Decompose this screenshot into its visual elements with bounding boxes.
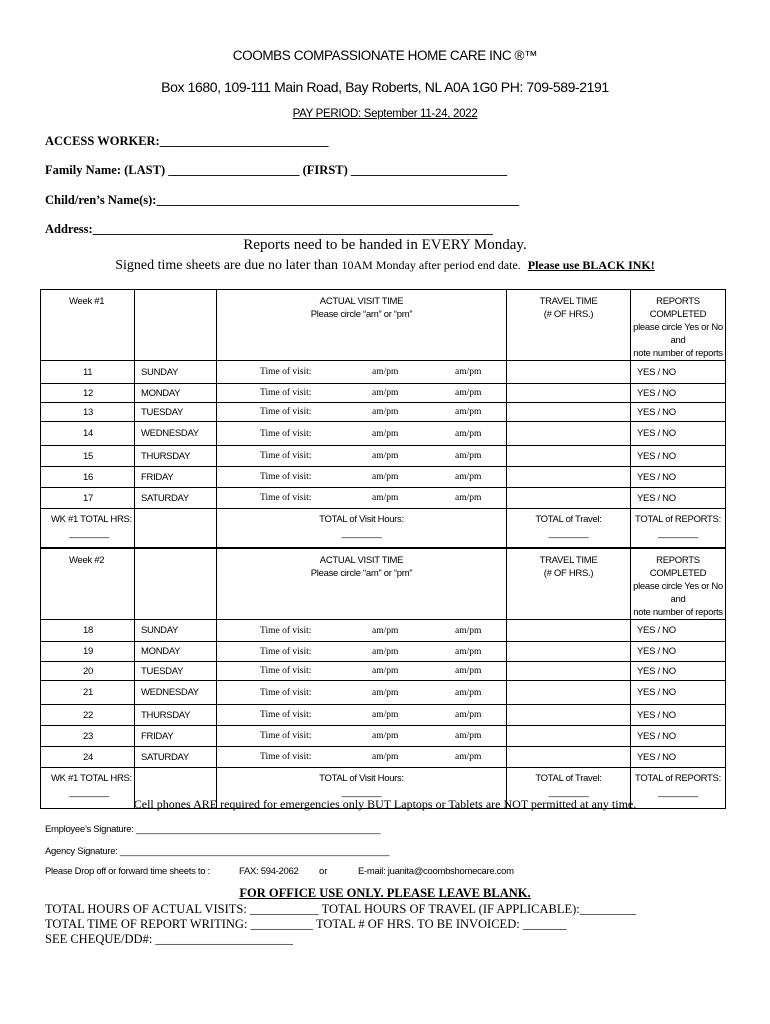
time-of-visit-label: Time of visit:	[260, 367, 312, 377]
week1-total-reports[interactable]: TOTAL of REPORTS: ________	[631, 509, 726, 548]
start-ampm[interactable]: am/pm	[372, 472, 399, 482]
time-of-visit-label: Time of visit:	[260, 472, 312, 482]
start-ampm[interactable]: am/pm	[372, 752, 399, 762]
reports-yes-no[interactable]: YES / NO	[631, 361, 726, 384]
day-number: 15	[41, 446, 135, 467]
week2-total-hours[interactable]: WK #1 TOTAL HRS: ________	[41, 768, 135, 809]
week2-total-travel[interactable]: TOTAL of Travel: ________	[507, 768, 631, 809]
start-ampm[interactable]: am/pm	[372, 493, 399, 503]
time-of-visit-label: Time of visit:	[260, 493, 312, 503]
day-row	[41, 446, 726, 467]
day-name: FRIDAY	[135, 726, 217, 747]
reports-yes-no[interactable]: YES / NO	[631, 662, 726, 681]
day-number: 22	[41, 705, 135, 726]
end-ampm[interactable]: am/pm	[455, 388, 482, 398]
day-number: 16	[41, 467, 135, 488]
time-of-visit-label: Time of visit:	[260, 710, 312, 720]
travel-time-cell[interactable]	[507, 361, 631, 384]
day-name: WEDNESDAY	[135, 422, 217, 446]
week2-reports-header: REPORTS COMPLETED please circle Yes or No and note number of reports	[631, 549, 726, 620]
start-ampm[interactable]: am/pm	[372, 625, 399, 636]
end-ampm[interactable]: am/pm	[455, 731, 482, 741]
day-name: SUNDAY	[135, 620, 217, 642]
reports-yes-no[interactable]: YES / NO	[631, 726, 726, 747]
week2-travel-header: TRAVEL TIME (# OF HRS.)	[507, 549, 631, 620]
visit-time-cell[interactable]	[217, 467, 507, 488]
company-name: COOMBS COMPASSIONATE HOME CARE INC ®™	[232, 48, 538, 63]
start-ampm[interactable]: am/pm	[372, 687, 399, 698]
day-name: SATURDAY	[135, 747, 217, 768]
start-ampm[interactable]: am/pm	[372, 407, 399, 417]
start-ampm[interactable]: am/pm	[372, 666, 399, 676]
day-number: 21	[41, 681, 135, 705]
day-number: 17	[41, 488, 135, 509]
travel-time-cell[interactable]	[507, 705, 631, 726]
reports-yes-no[interactable]: YES / NO	[631, 747, 726, 768]
travel-time-cell[interactable]	[507, 467, 631, 488]
day-row	[41, 403, 726, 422]
end-ampm[interactable]: am/pm	[455, 428, 482, 439]
reports-yes-no[interactable]: YES / NO	[631, 384, 726, 403]
day-name: THURSDAY	[135, 705, 217, 726]
end-ampm[interactable]: am/pm	[455, 367, 482, 377]
visit-time-cell[interactable]	[217, 642, 507, 662]
day-row	[41, 726, 726, 747]
time-of-visit-label: Time of visit:	[260, 687, 312, 698]
end-ampm[interactable]: am/pm	[455, 493, 482, 503]
week1-reports-header: REPORTS COMPLETED please circle Yes or No and note number of reports	[631, 290, 726, 361]
travel-time-cell[interactable]	[507, 488, 631, 509]
reports-yes-no[interactable]: YES / NO	[631, 681, 726, 705]
week1-title: Week #1	[41, 290, 135, 361]
end-ampm[interactable]: am/pm	[455, 752, 482, 762]
day-number: 19	[41, 642, 135, 662]
reports-yes-no[interactable]: YES / NO	[631, 446, 726, 467]
time-of-visit-label: Time of visit:	[260, 646, 312, 657]
day-name: THURSDAY	[135, 446, 217, 467]
day-row	[41, 705, 726, 726]
time-of-visit-label: Time of visit:	[260, 388, 312, 398]
visit-time-cell[interactable]	[217, 446, 507, 467]
access-worker-field[interactable]: ACCESS WORKER:___________________________	[45, 134, 329, 148]
week1-header-row	[41, 290, 726, 361]
week1-total-travel[interactable]: TOTAL of Travel: ________	[507, 509, 631, 548]
end-ampm[interactable]: am/pm	[455, 646, 482, 657]
time-of-visit-label: Time of visit:	[260, 428, 312, 439]
start-ampm[interactable]: am/pm	[372, 646, 399, 657]
time-of-visit-label: Time of visit:	[260, 407, 312, 417]
visit-time-cell[interactable]	[217, 403, 507, 422]
day-row	[41, 620, 726, 642]
cell-phone-notice: Cell phones ARE required for emergencies only BUT Laptops or Tablets are NOT permitted at any time.	[133, 797, 637, 811]
end-ampm[interactable]: am/pm	[455, 666, 482, 676]
reports-yes-no[interactable]: YES / NO	[631, 620, 726, 642]
travel-time-cell[interactable]	[507, 384, 631, 403]
week1-total-hours[interactable]: WK #1 TOTAL HRS: ________	[41, 509, 135, 548]
reports-notice: Reports need to be handed in EVERY Monday.	[243, 237, 527, 253]
reports-yes-no[interactable]: YES / NO	[631, 403, 726, 422]
start-ampm[interactable]: am/pm	[372, 367, 399, 377]
week1-total-visit-hours[interactable]: TOTAL of Visit Hours: ________	[217, 509, 507, 548]
day-number: 24	[41, 747, 135, 768]
travel-time-cell[interactable]	[507, 620, 631, 642]
week2-table	[40, 548, 726, 809]
office-line-visits-travel: TOTAL HOURS OF ACTUAL VISITS: ___________ TOTAL HOURS OF TRAVEL (IF APPLICABLE):_________	[45, 902, 636, 916]
time-of-visit-label: Time of visit:	[260, 625, 312, 636]
week1-day-header	[135, 290, 217, 361]
day-number: 18	[41, 620, 135, 642]
day-number: 11	[41, 361, 135, 384]
start-ampm[interactable]: am/pm	[372, 451, 399, 461]
day-name: TUESDAY	[135, 403, 217, 422]
reports-yes-no[interactable]: YES / NO	[631, 467, 726, 488]
pay-period: PAY PERIOD: September 11-24, 2022	[292, 108, 478, 120]
reports-yes-no[interactable]: YES / NO	[631, 422, 726, 446]
visit-time-cell[interactable]	[217, 361, 507, 384]
week2-day-header	[135, 549, 217, 620]
visit-time-cell[interactable]	[217, 384, 507, 403]
day-number: 20	[41, 662, 135, 681]
day-row	[41, 422, 726, 446]
day-name: WEDNESDAY	[135, 681, 217, 705]
visit-time-cell[interactable]	[217, 662, 507, 681]
employee-signature-field[interactable]: Employee’s Signature: _________________________________________________	[45, 824, 381, 835]
week1-travel-header: TRAVEL TIME (# OF HRS.)	[507, 290, 631, 361]
end-ampm[interactable]: am/pm	[455, 687, 482, 698]
end-ampm[interactable]: am/pm	[455, 407, 482, 417]
week1-totals-row	[41, 509, 726, 548]
address-field[interactable]: Address:________________________________________________________________	[45, 222, 493, 236]
day-number: 12	[41, 384, 135, 403]
travel-time-cell[interactable]	[507, 662, 631, 681]
visit-time-cell[interactable]	[217, 747, 507, 768]
visit-time-cell[interactable]	[217, 681, 507, 705]
week2-header-row	[41, 549, 726, 620]
travel-time-cell[interactable]	[507, 726, 631, 747]
week2-total-visit-hours[interactable]: TOTAL of Visit Hours: ________	[217, 768, 507, 809]
office-line-cheque: SEE CHEQUE/DD#: ______________________	[45, 932, 293, 946]
week1-total-blank	[135, 509, 217, 548]
day-row	[41, 384, 726, 403]
drop-off-instructions: Please Drop off or forward time sheets to :	[45, 866, 210, 877]
travel-time-cell[interactable]	[507, 403, 631, 422]
visit-time-cell[interactable]	[217, 488, 507, 509]
day-name: MONDAY	[135, 642, 217, 662]
day-row	[41, 467, 726, 488]
day-name: FRIDAY	[135, 467, 217, 488]
week2-visit-header: ACTUAL VISIT TIME Please circle “am” or “pm”	[217, 549, 507, 620]
fax-or-email: or	[319, 866, 328, 877]
agency-signature-field[interactable]: Agency Signature: ______________________________________________________	[45, 846, 389, 857]
week2-total-reports[interactable]: TOTAL of REPORTS: ________	[631, 768, 726, 809]
start-ampm[interactable]: am/pm	[372, 731, 399, 741]
week1-table	[40, 289, 726, 548]
reports-yes-no[interactable]: YES / NO	[631, 642, 726, 662]
visit-time-cell[interactable]	[217, 620, 507, 642]
start-ampm[interactable]: am/pm	[372, 388, 399, 398]
time-of-visit-label: Time of visit:	[260, 731, 312, 741]
week1-visit-header: ACTUAL VISIT TIME Please circle “am” or “pm”	[217, 290, 507, 361]
end-ampm[interactable]: am/pm	[455, 472, 482, 482]
time-of-visit-label: Time of visit:	[260, 752, 312, 762]
visit-time-cell[interactable]	[217, 726, 507, 747]
due-notice-part2: 10AM Monday after period end date.	[341, 258, 521, 272]
day-row	[41, 361, 726, 384]
day-name: MONDAY	[135, 384, 217, 403]
end-ampm[interactable]: am/pm	[455, 451, 482, 461]
start-ampm[interactable]: am/pm	[372, 710, 399, 720]
time-of-visit-label: Time of visit:	[260, 666, 312, 676]
travel-time-cell[interactable]	[507, 642, 631, 662]
email-address[interactable]: E-mail: juanita@coombshomecare.com	[358, 866, 514, 877]
office-use-title: FOR OFFICE USE ONLY. PLEASE LEAVE BLANK.	[239, 886, 531, 900]
reports-yes-no[interactable]: YES / NO	[631, 488, 726, 509]
travel-time-cell[interactable]	[507, 681, 631, 705]
day-number: 14	[41, 422, 135, 446]
start-ampm[interactable]: am/pm	[372, 428, 399, 439]
travel-time-cell[interactable]	[507, 747, 631, 768]
day-row	[41, 488, 726, 509]
reports-yes-no[interactable]: YES / NO	[631, 705, 726, 726]
day-number: 23	[41, 726, 135, 747]
day-row	[41, 681, 726, 705]
day-name: TUESDAY	[135, 662, 217, 681]
day-row	[41, 662, 726, 681]
end-ampm[interactable]: am/pm	[455, 710, 482, 720]
day-name: SUNDAY	[135, 361, 217, 384]
day-row	[41, 747, 726, 768]
travel-time-cell[interactable]	[507, 422, 631, 446]
end-ampm[interactable]: am/pm	[455, 625, 482, 636]
time-of-visit-label: Time of visit:	[260, 451, 312, 461]
due-notice-part1: Signed time sheets are due no later than	[115, 258, 342, 273]
due-notice	[0, 258, 770, 274]
office-line-report-invoiced: TOTAL TIME OF REPORT WRITING: __________ TOTAL # OF HRS. TO BE INVOICED: _______	[45, 917, 567, 931]
day-row	[41, 642, 726, 662]
visit-time-cell[interactable]	[217, 422, 507, 446]
family-name-field[interactable]: Family Name: (LAST) _____________________ (FIRST) _________________________	[45, 163, 508, 177]
visit-time-cell[interactable]	[217, 705, 507, 726]
week2-title: Week #2	[41, 549, 135, 620]
company-address: Box 1680, 109-111 Main Road, Bay Roberts, NL A0A 1G0 PH: 709-589-2191	[161, 79, 609, 95]
travel-time-cell[interactable]	[507, 446, 631, 467]
day-name: SATURDAY	[135, 488, 217, 509]
fax-number: FAX: 594-2062	[239, 866, 299, 877]
children-names-field[interactable]: Child/ren’s Name(s):__________________________________________________________	[45, 193, 519, 207]
day-number: 13	[41, 403, 135, 422]
black-ink-notice: Please use BLACK INK!	[527, 258, 655, 272]
